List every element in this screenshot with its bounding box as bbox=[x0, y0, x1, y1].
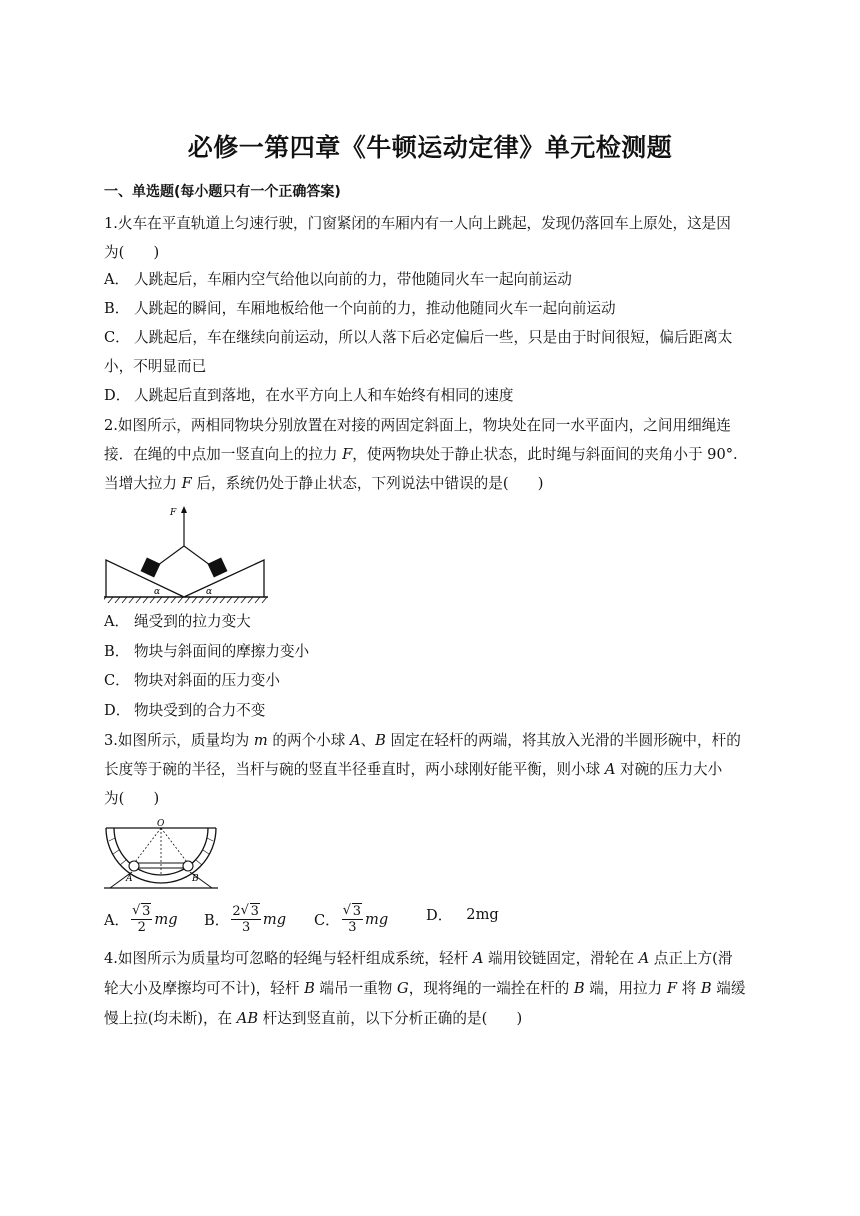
ball-b bbox=[183, 861, 193, 871]
var-B: B bbox=[700, 980, 712, 997]
option-letter: C． bbox=[314, 912, 340, 929]
fraction: √ 3 3 bbox=[342, 903, 362, 935]
text-run: 端吊一重物 bbox=[314, 980, 398, 997]
text-run: 当增大拉力 bbox=[104, 475, 182, 492]
text-run: 端用铰链固定，滑轮在 bbox=[483, 950, 639, 967]
q4-stem-line1 bbox=[104, 949, 732, 969]
ball-a bbox=[129, 861, 139, 871]
q2-option-b bbox=[104, 642, 309, 662]
point-label-b: B bbox=[192, 874, 199, 884]
option-text: 物块受到的合力不变 bbox=[134, 702, 266, 719]
option-letter: A． bbox=[104, 613, 130, 630]
fraction: √ 3 2 bbox=[132, 903, 151, 935]
q4-stem-line2 bbox=[104, 979, 745, 999]
denominator: 3 bbox=[241, 920, 251, 935]
text-run: 、 bbox=[360, 732, 376, 749]
q1-option-c bbox=[104, 328, 732, 348]
point-label-o: O bbox=[157, 819, 165, 829]
var-A: A bbox=[604, 761, 616, 778]
force-label: F bbox=[170, 508, 177, 518]
text-run: 端缓 bbox=[711, 980, 746, 997]
block-left bbox=[141, 558, 161, 578]
q1-option-d bbox=[104, 386, 513, 406]
option-text: 人跳起后，车在继续向前运动，所以人落下后必定偏后一些，只是由于时间很短，偏后距离太 bbox=[134, 329, 733, 346]
option-letter: B． bbox=[104, 300, 130, 317]
q2-option-d bbox=[104, 701, 265, 721]
q2-stem-line2 bbox=[104, 445, 738, 465]
var-B: B bbox=[304, 980, 315, 997]
unit-mg: mg bbox=[154, 911, 178, 928]
var-m: m bbox=[253, 732, 268, 749]
text-run: 点正上方(滑 bbox=[649, 950, 733, 967]
unit-mg: mg bbox=[365, 911, 389, 928]
q3-stem-line1 bbox=[104, 731, 741, 751]
q1-option-b bbox=[104, 299, 616, 319]
q2-stem-line3 bbox=[104, 474, 543, 494]
q1-option-c-cont: 小，不明显而已 bbox=[104, 358, 207, 375]
option-letter: D． bbox=[104, 387, 131, 404]
text-run: 长度等于碗的半径，当杆与碗的竖直半径垂直时，两小球刚好能平衡，则小球 bbox=[104, 761, 605, 778]
option-letter: D． bbox=[426, 907, 453, 924]
q1-stem-line2: 为( ) bbox=[104, 244, 160, 261]
q2-incline-figure bbox=[104, 504, 268, 604]
var-A: A bbox=[638, 950, 650, 967]
text-run: 将 bbox=[677, 980, 701, 997]
var-AB: AB bbox=[236, 1010, 259, 1027]
var-A: A bbox=[472, 950, 484, 967]
var-B: B bbox=[573, 980, 585, 997]
radicand: 3 bbox=[142, 904, 151, 919]
page-title: 必修一第四章《牛顿运动定律》单元检测题 bbox=[187, 133, 673, 162]
q3-bowl-figure bbox=[104, 816, 220, 896]
text-run: 3.如图所示，质量均为 bbox=[104, 732, 254, 749]
option-text: 物块对斜面的压力变小 bbox=[134, 672, 280, 689]
var-A: A bbox=[350, 732, 361, 749]
radicand: 3 bbox=[352, 904, 362, 919]
point-label-a: A bbox=[126, 874, 133, 884]
section-heading: 一、单选题(每小题只有一个正确答案) bbox=[104, 184, 341, 200]
var-F: F bbox=[666, 980, 678, 997]
text-run: ，现将绳的一端拴在杆的 bbox=[408, 980, 574, 997]
option-letter: C． bbox=[104, 672, 130, 689]
q2-option-c bbox=[104, 671, 280, 691]
var-G: G bbox=[397, 980, 409, 997]
angle-label-right: α bbox=[206, 587, 213, 597]
block-right bbox=[208, 558, 228, 578]
text-run: 杆达到竖直前，以下分析正确的是( ) bbox=[258, 1010, 523, 1027]
coefficient: 2 bbox=[232, 904, 241, 919]
q3-option-d bbox=[426, 904, 499, 925]
text-run: 轮大小及摩擦均可不计)，轻杆 bbox=[104, 980, 305, 997]
option-letter: D． bbox=[104, 702, 131, 719]
text-run: ，使两物块处于静止状态，此时绳与斜面间的夹角小于 90°. bbox=[352, 446, 738, 463]
radicand: 3 bbox=[250, 904, 259, 919]
text-run: 后，系统仍处于静止状态，下列说法中错误的是( ) bbox=[191, 475, 544, 492]
denominator: 2 bbox=[137, 920, 146, 935]
text-run: 4.如图所示为质量均可忽略的轻绳与轻杆组成系统，轻杆 bbox=[104, 950, 473, 967]
q1-stem-line1: 1.火车在平直轨道上匀速行驶，门窗紧闭的车厢内有一人向上跳起，发现仍落回车上原处，这是因 bbox=[104, 215, 731, 232]
q3-option-a bbox=[104, 904, 178, 935]
fraction: 2 √ 3 3 bbox=[232, 903, 259, 935]
q1-option-a bbox=[104, 270, 572, 290]
text-run: 的两个小球 bbox=[267, 732, 351, 749]
q2-stem-line1: 2.如图所示，两相同物块分别放置在对接的两固定斜面上，物块处在同一水平面内，之间用细绳连 bbox=[104, 417, 731, 434]
q3-stem-line3: 为( ) bbox=[104, 790, 160, 807]
option-text: 绳受到的拉力变大 bbox=[134, 613, 251, 630]
q3-option-c bbox=[314, 904, 388, 935]
option-text: 人跳起后，车厢内空气给他以向前的力，带他随同火车一起向前运动 bbox=[134, 271, 572, 288]
option-letter: C． bbox=[104, 329, 130, 346]
unit-mg: mg bbox=[262, 911, 287, 928]
denominator: 3 bbox=[348, 920, 357, 935]
var-F: F bbox=[342, 446, 353, 463]
option-text: 2mg bbox=[466, 906, 499, 923]
var-F: F bbox=[181, 475, 192, 492]
q3-option-b bbox=[204, 904, 286, 935]
text-run: 对碗的压力大小 bbox=[615, 761, 723, 778]
text-run: 慢上拉(均未断)，在 bbox=[104, 1010, 237, 1027]
q3-stem-line2 bbox=[104, 760, 722, 780]
text-run: 接．在绳的中点加一竖直向上的拉力 bbox=[104, 446, 343, 463]
option-letter: B． bbox=[204, 912, 230, 929]
option-text: 物块与斜面间的摩擦力变小 bbox=[134, 643, 310, 660]
option-text: 人跳起后直到落地，在水平方向上人和车始终有相同的速度 bbox=[134, 387, 514, 404]
var-B: B bbox=[375, 732, 386, 749]
option-text: 人跳起的瞬间，车厢地板给他一个向前的力，推动他随同火车一起向前运动 bbox=[134, 300, 616, 317]
option-letter: A． bbox=[104, 271, 130, 288]
angle-label-left: α bbox=[154, 587, 161, 597]
q2-option-a bbox=[104, 612, 251, 632]
text-run: 固定在轻杆的两端，将其放入光滑的半圆形碗中，杆的 bbox=[385, 732, 741, 749]
q4-stem-line3 bbox=[104, 1009, 522, 1029]
option-letter: A． bbox=[104, 912, 130, 929]
text-run: 端，用拉力 bbox=[584, 980, 667, 997]
option-letter: B． bbox=[104, 643, 130, 660]
